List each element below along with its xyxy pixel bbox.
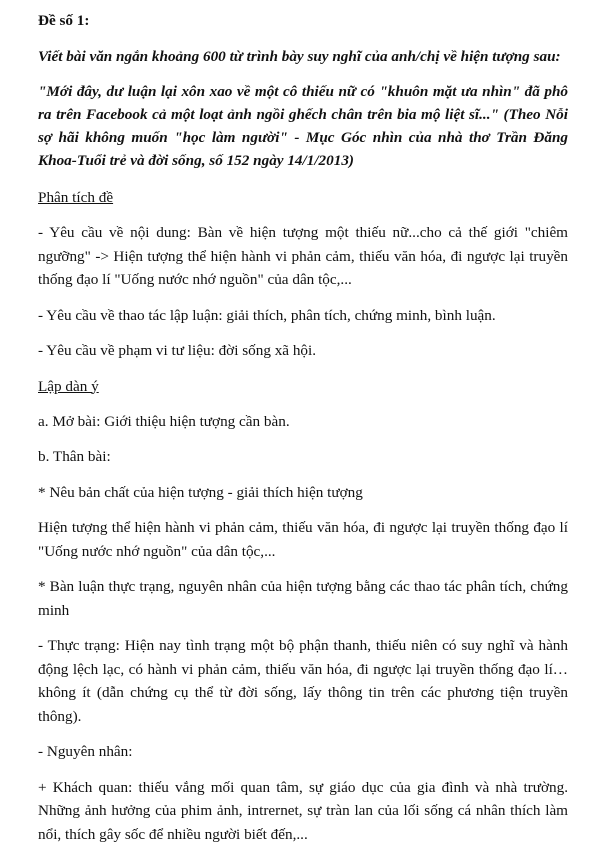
exam-title: Đề số 1: — [38, 10, 568, 32]
analysis-heading: Phân tích đề — [38, 186, 568, 209]
analysis-content-requirement: - Yêu cầu về nội dung: Bàn về hiện tượng một thiếu nữ...cho cả thế giới "chiêm ngưỡng" -> Hiện tượng thể hiện hành vi phản cảm, thiếu văn hóa, đi ngược lại truyền thống đạo lí "Uống nước nhớ nguồn" của dân tộc,... — [38, 221, 568, 292]
outline-body-label: b. Thân bài: — [38, 445, 568, 469]
outline-reality: - Thực trạng: Hiện nay tình trạng một bộ phận thanh, thiếu niên có suy nghĩ và hành động lệch lạc, có hành vi phản cảm, thiếu văn hóa, đi ngược lại truyền thống đạo lí… không ít (dẫn chứng cụ thể từ đời sống, lấy thông tin trên các phương tiện truyền thông). — [38, 634, 568, 728]
outline-discussion-heading: * Bàn luận thực trạng, nguyên nhân của hiện tượng bằng các thao tác phân tích, chứng minh — [38, 575, 568, 622]
outline-heading: Lập dàn ý — [38, 375, 568, 398]
outline-objective-causes: + Khách quan: thiếu vắng mối quan tâm, sự giáo dục của gia đình và nhà trường. Những ảnh hưởng của phim ảnh, intrernet, sự tràn lan của lối sống cá nhân thích làm nổi, thích gây sốc để nhiều người biết đến,... — [38, 776, 568, 846]
outline-intro: a. Mở bài: Giới thiệu hiện tượng cần bàn. — [38, 410, 568, 434]
analysis-scope-requirement: - Yêu cầu về phạm vi tư liệu: đời sống xã hội. — [38, 339, 568, 363]
outline-nature-heading: * Nêu bản chất của hiện tượng - giải thích hiện tượng — [38, 481, 568, 505]
essay-prompt: Viết bài văn ngắn khoảng 600 từ trình bày suy nghĩ của anh/chị về hiện tượng sau: — [38, 45, 568, 68]
analysis-method-requirement: - Yêu cầu về thao tác lập luận: giải thích, phân tích, chứng minh, bình luận. — [38, 304, 568, 328]
quoted-passage: "Mới đây, dư luận lại xôn xao về một cô thiếu nữ có "khuôn mặt ưa nhìn" đã phô ra trên Facebook cả một loạt ảnh ngồi ghếch chân trên bia mộ liệt sĩ..." (Theo Nỗi sợ hãi không muốn "học làm người" - Mục Góc nhìn của nhà thơ Trần Đăng Khoa-Tuổi trẻ và đời sống, số 152 ngày 14/1/2013) — [38, 80, 568, 172]
outline-nature-text: Hiện tượng thể hiện hành vi phản cảm, thiếu văn hóa, đi ngược lại truyền thống đạo lí "Uống nước nhớ nguồn" của dân tộc,... — [38, 516, 568, 563]
outline-causes-label: - Nguyên nhân: — [38, 740, 568, 764]
